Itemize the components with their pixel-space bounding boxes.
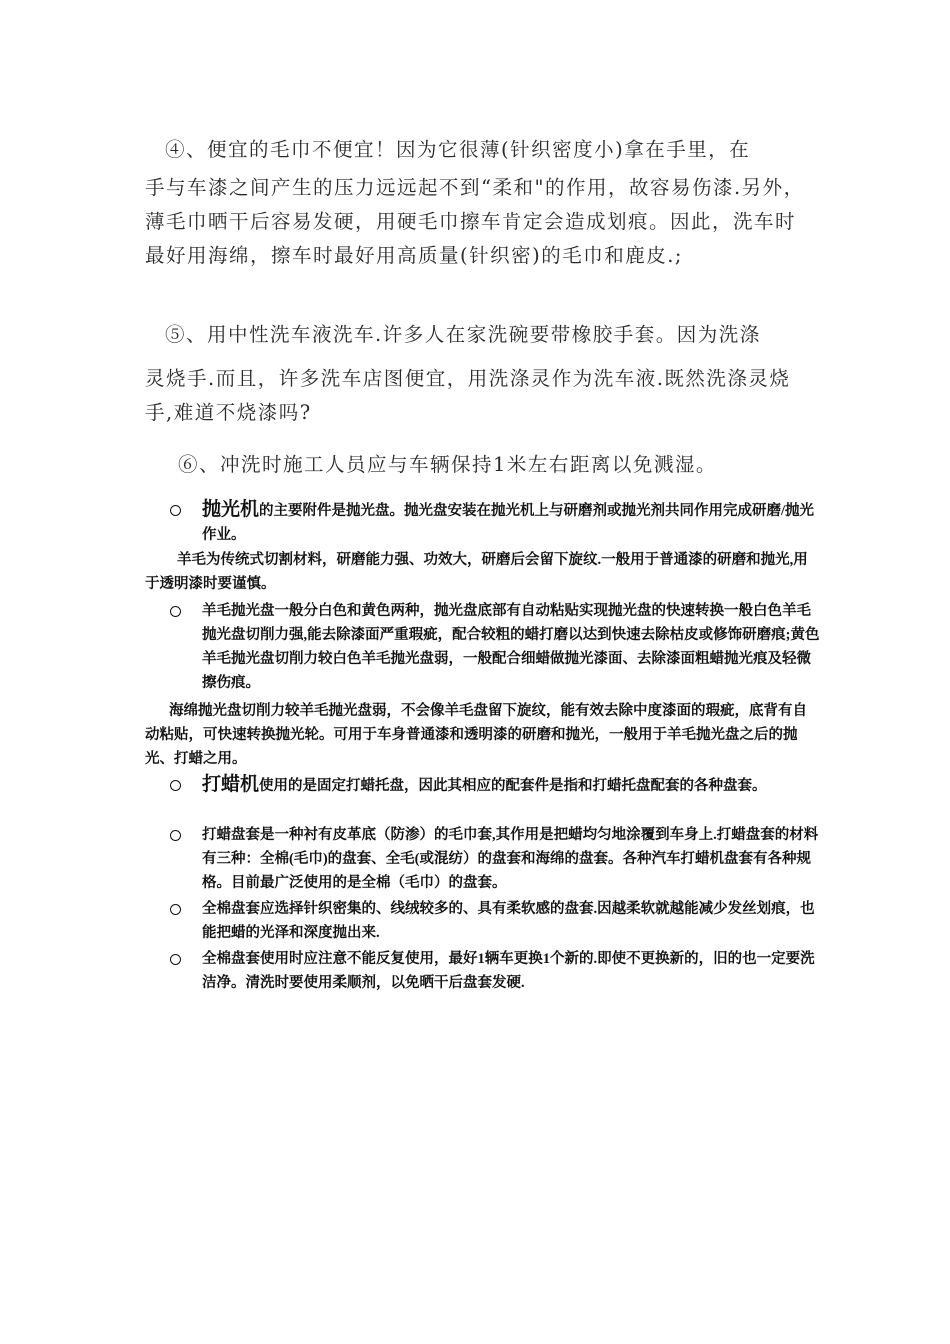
tip-4-first-line: ④、便宜的毛巾不便宜！因为它很薄(针织密度小)拿在手里，在 [165,138,751,161]
waxer-heading: 打蜡机 [202,774,260,795]
wool-pad-text: 羊毛抛光盘一般分白色和黄色两种，抛光盘底部有自动粘贴实现抛光盘的快速转换一般白色羊毛抛光盘切削力强,能去除漆面严重瑕疵，配合较粗的蜡打磨以达到快速去除枯皮或修饰研磨痕;黄色羊毛抛光盘切削力较白色羊毛抛光盘弱，一般配合细蜡做抛光漆面、去除漆面粗蜡抛光痕及轻微擦伤痕。 [202,603,820,691]
tip-paragraph-5 [145,318,813,430]
bullet-polisher [170,498,820,547]
polisher-heading: 抛光机 [202,499,260,520]
cotton-choice-text: 全棉盘套应选择针织密集的、线绒较多的、具有柔软感的盘套.因越柔软就越能减少发丝划痕，也能把蜡的光泽和深度抛出来. [202,901,815,941]
tip-paragraph-6: ⑥、冲洗时施工人员应与车辆保持1米左右距离以免溅湿。 [178,453,717,476]
polisher-text: 的主要附件是抛光盘。抛光盘安装在抛光机上与研磨剂或抛光剂共同作用完成研磨/抛光作业。 [202,503,815,543]
bullet-cotton-choice [170,897,820,945]
tip-4-continuation: 手与车漆之间产生的压力远远起不到“柔和"的作用，故容易伤漆.另外，薄毛巾晒干后容易发硬，用硬毛巾擦车肯定会造成划痕。因此，洗车时最好用海绵，擦车时最好用高质量(针织密)的毛巾和鹿皮.; [145,176,805,267]
wax-cover-text: 打蜡盘套是一种衬有皮革底（防渗）的毛巾套,其作用是把蜡均匀地涂覆到车身上.打蜡盘套的材料有三种：全棉(毛巾)的盘套、全毛(或混纺）的盘套和海绵的盘套。各种汽车打蜡机盘套有各种规格。目前最广泛使用的是全棉（毛巾）的盘套。 [202,827,819,891]
cotton-usage-text: 全棉盘套使用时应注意不能反复使用，最好1辆车更换1个新的.即使不更换新的，旧的也一定要洗洁净。清洗时要使用柔顺剂，以免晒干后盘套发硬. [202,951,815,991]
bullet-circle-icon [170,830,181,841]
bullet-circle-icon [170,505,181,516]
tip-5-first-line: ⑤、用中性洗车液洗车.许多人在家洗碗要带橡胶手套。因为洗涤 [165,323,761,346]
bullet-wax-cover [170,823,820,895]
bullet-cotton-usage [170,947,820,995]
bullet-waxer [170,773,820,798]
tip-5-continuation: 灵烧手.而且，许多洗车店图便宜，用洗涤灵作为洗车液.既然洗涤灵烧手,难道不烧漆吗? [145,367,791,424]
sponge-paragraph: 海绵抛光盘切削力较羊毛抛光盘弱，不会像羊毛盘留下旋纹，能有效去除中度漆面的瑕疵，底背有自动粘贴，可快速转换抛光轮。可用于车身普通漆和透明漆的研磨和抛光，一般用于羊毛抛光盘之后的抛光、打蜡之用。 [145,703,807,767]
tip-paragraph-4 [145,133,813,273]
bullet-circle-icon [170,780,181,791]
bullet-wool-pad [170,599,820,695]
waxer-text: 使用的是固定打蜡托盘，因此其相应的配套件是指和打蜡托盘配套的各种盘套。 [259,778,767,794]
bullet-circle-icon [170,904,181,915]
wool-paragraph: 羊毛为传统式切割材料，研磨能力强、功效大，研磨后会留下旋纹.一般用于普通漆的研磨和抛光,用于透明漆时要谨慎。 [145,552,808,592]
bullet-circle-icon [170,954,181,965]
bullet-circle-icon [170,606,181,617]
